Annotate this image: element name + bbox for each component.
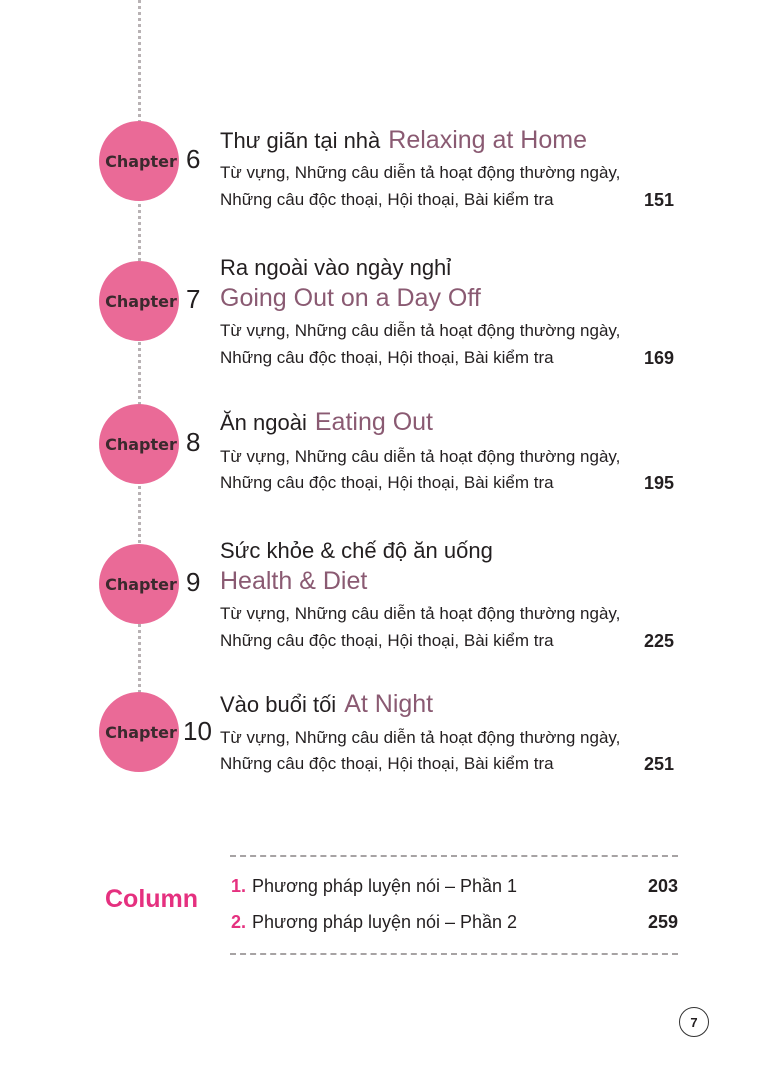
chapter-title-vi: Thư giãn tại nhà [220, 128, 381, 153]
chapter-number: 9 [186, 567, 201, 597]
chapter-label: Chapter [105, 151, 177, 171]
chapter-title [220, 408, 433, 437]
chapter-desc-line2: Những câu độc thoại, Hội thoại, Bài kiểm tra [220, 473, 554, 492]
chapter-page: 169 [643, 348, 674, 368]
chapter-badge [99, 261, 179, 341]
chapter-number: 7 [186, 284, 201, 314]
chapter-title-en: Eating Out [314, 408, 433, 436]
chapter-badge [99, 121, 179, 201]
chapter-badge [99, 404, 179, 484]
chapter-desc-line1: Từ vựng, Những câu diễn tả hoạt động thường ngày, [220, 321, 621, 340]
page-number: 7 [679, 1007, 709, 1037]
chapter-desc-line1: Từ vựng, Những câu diễn tả hoạt động thường ngày, [220, 447, 621, 466]
chapter-number: 6 [186, 144, 201, 174]
toc-chapter-8[interactable] [0, 404, 766, 524]
chapter-number: 8 [186, 427, 201, 457]
chapter-page: 195 [643, 473, 674, 493]
chapter-number: 10 [183, 716, 212, 746]
column-item-number: 1. [231, 876, 247, 896]
chapter-label: Chapter [105, 722, 177, 742]
chapter-title-en: Health & Diet [220, 567, 368, 595]
chapter-desc-line1: Từ vựng, Những câu diễn tả hoạt động thường ngày, [220, 728, 621, 747]
column-item-text: Phương pháp luyện nói – Phần 2 [252, 912, 518, 932]
chapter-badge [99, 692, 179, 772]
chapter-title-vi: Vào buổi tối [220, 692, 337, 717]
divider-bottom [230, 953, 678, 955]
column-title: Column [105, 885, 199, 913]
chapter-title-vi: Ra ngoài vào ngày nghỉ [220, 255, 452, 280]
chapter-title-vi: Sức khỏe & chế độ ăn uống [220, 538, 493, 563]
column-item-page: 259 [647, 912, 678, 932]
toc-chapter-10[interactable] [0, 688, 766, 808]
chapter-title-en: Relaxing at Home [388, 126, 587, 154]
chapter-page: 225 [643, 631, 674, 651]
chapter-page: 251 [643, 754, 674, 774]
chapter-title-en: Going Out on a Day Off [220, 284, 481, 312]
toc-chapter-6[interactable] [0, 120, 766, 240]
chapter-label: Chapter [105, 434, 177, 454]
column-item-page: 203 [647, 876, 678, 896]
column-item-2[interactable] [231, 912, 517, 933]
column-item-number: 2. [231, 912, 247, 932]
chapter-label: Chapter [105, 574, 177, 594]
toc-chapter-9[interactable] [0, 538, 766, 658]
chapter-page: 151 [643, 190, 674, 210]
chapter-label: Chapter [105, 291, 177, 311]
chapter-desc-line2: Những câu độc thoại, Hội thoại, Bài kiểm tra [220, 631, 554, 650]
chapter-title [220, 126, 587, 155]
chapter-desc-line1: Từ vựng, Những câu diễn tả hoạt động thường ngày, [220, 163, 621, 182]
chapter-title [220, 690, 433, 719]
divider-top [230, 855, 678, 857]
chapter-desc-line1: Từ vựng, Những câu diễn tả hoạt động thường ngày, [220, 604, 621, 623]
chapter-title-en: At Night [344, 690, 434, 718]
column-item-1[interactable] [231, 876, 517, 897]
chapter-desc-line2: Những câu độc thoại, Hội thoại, Bài kiểm tra [220, 348, 554, 367]
chapter-desc-line2: Những câu độc thoại, Hội thoại, Bài kiểm tra [220, 754, 554, 773]
chapter-desc-line2: Những câu độc thoại, Hội thoại, Bài kiểm tra [220, 190, 554, 209]
column-item-text: Phương pháp luyện nói – Phần 1 [252, 876, 518, 896]
toc-chapter-7[interactable] [0, 255, 766, 375]
chapter-title-vi: Ăn ngoài [220, 410, 307, 435]
chapter-badge [99, 544, 179, 624]
